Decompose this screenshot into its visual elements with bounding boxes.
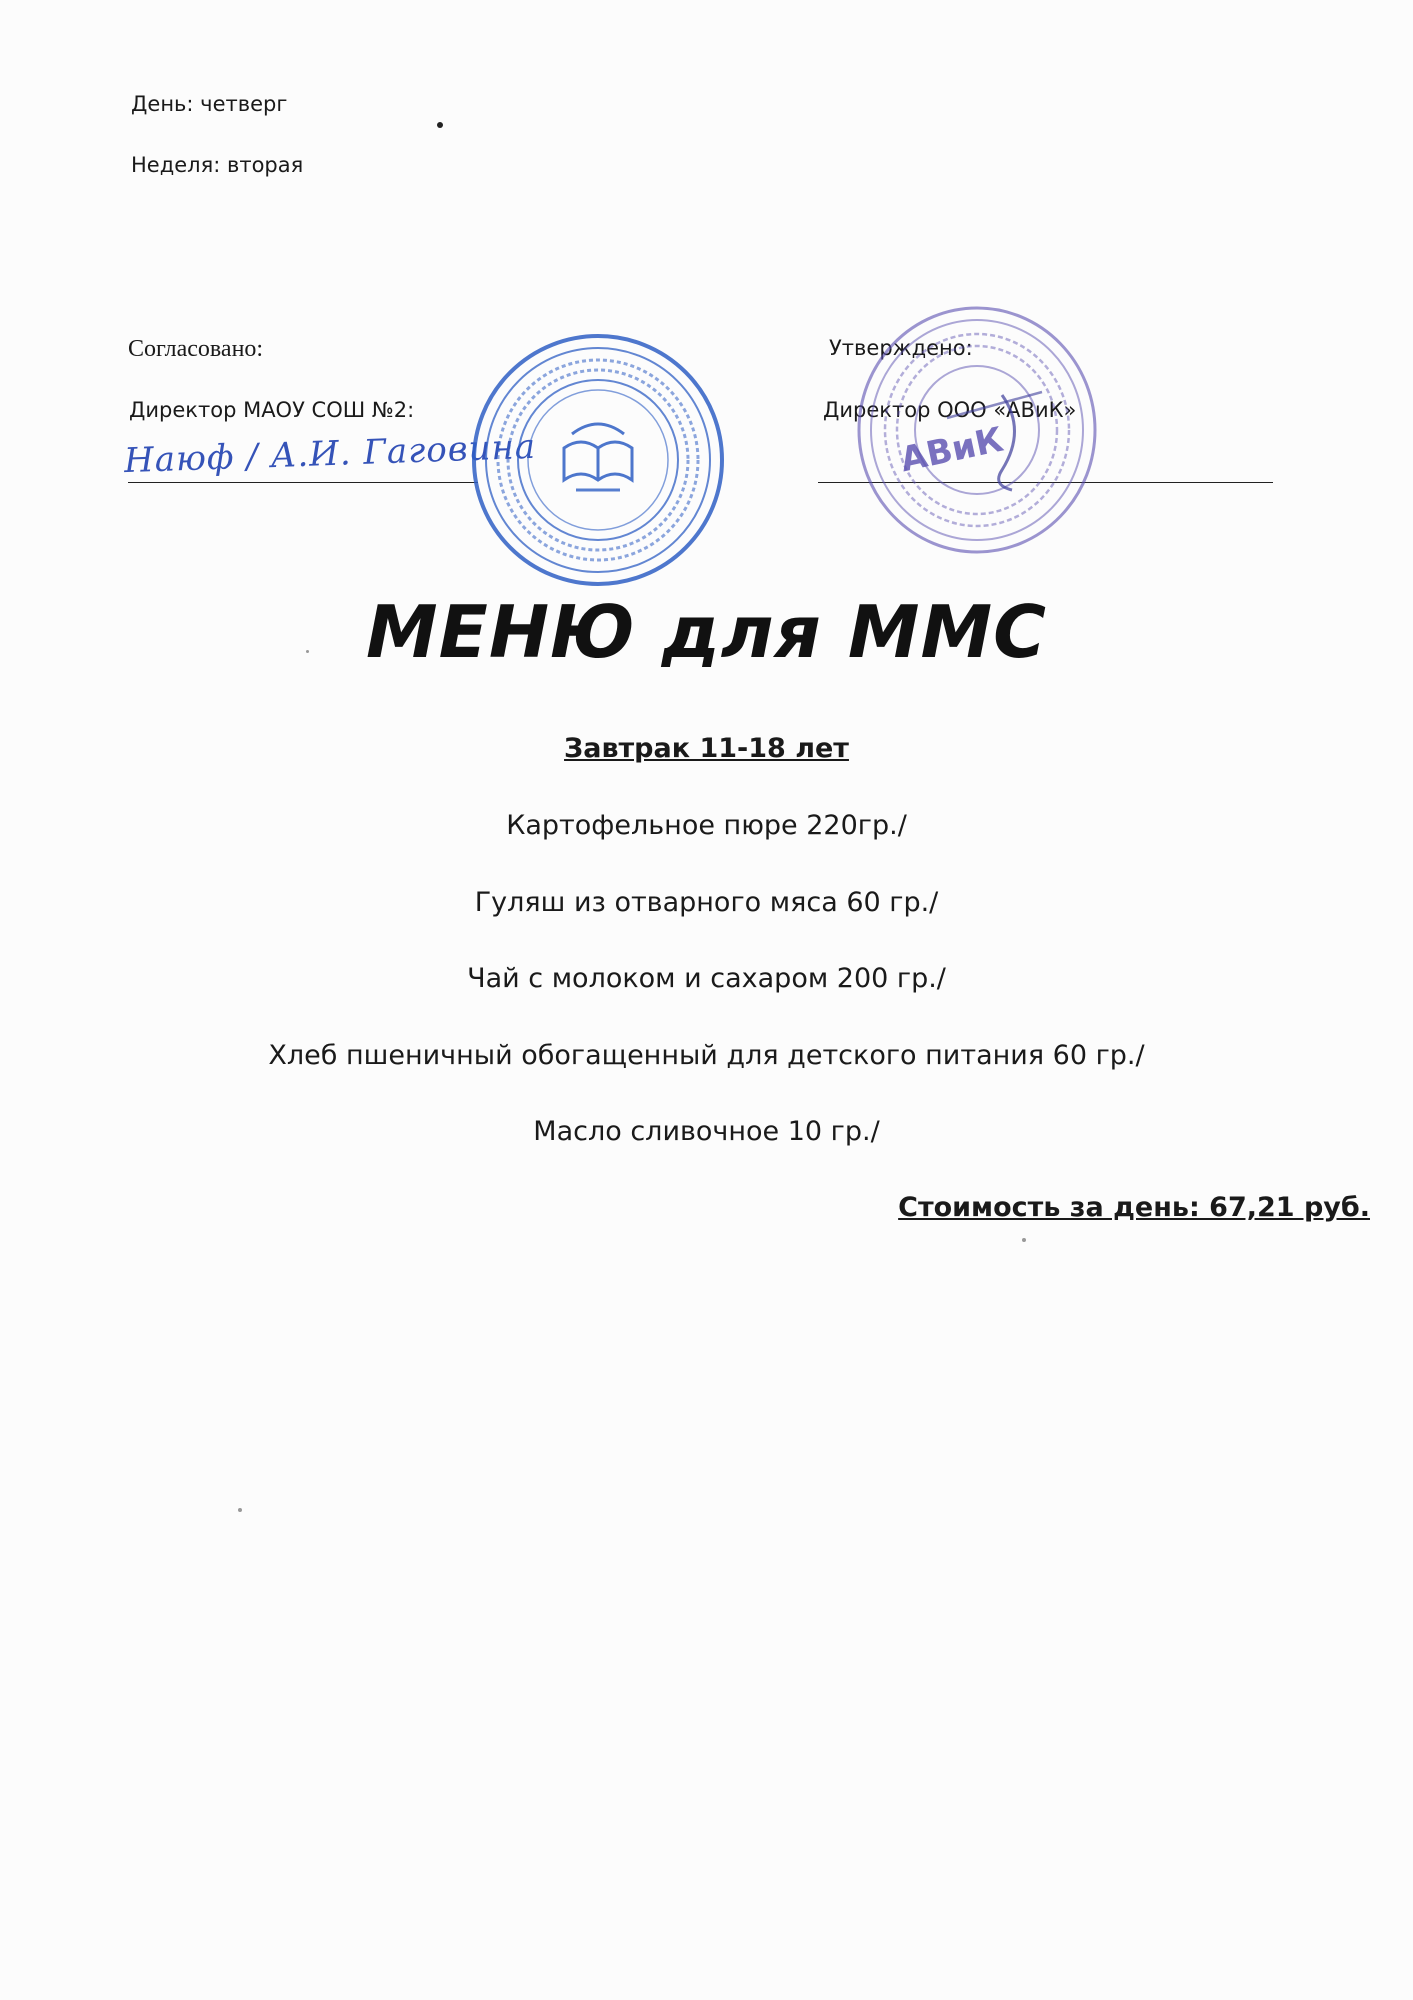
daily-cost: Стоимость за день: 67,21 руб. [898, 1192, 1370, 1223]
agreed-label: Согласовано: [128, 336, 264, 362]
scan-speck [1022, 1238, 1026, 1242]
scan-speck [306, 650, 309, 653]
approved-label: Утверждено: [829, 336, 973, 360]
school-stamp-icon [468, 330, 728, 590]
menu-item: Чай с молоком и сахаром 200 гр./ [467, 963, 946, 994]
school-director-label: Директор МАОУ СОШ №2: [129, 398, 415, 422]
meal-heading: Завтрак 11-18 лет [564, 733, 849, 764]
company-stamp-text: АВиК [896, 419, 1007, 481]
left-signature-line [128, 482, 478, 483]
scan-speck [437, 122, 443, 128]
scan-speck [238, 1508, 242, 1512]
handwritten-signature: Наюф / А.И. Гаговина [123, 426, 537, 482]
menu-item: Хлеб пшеничный обогащенный для детского питания 60 гр./ [268, 1040, 1145, 1071]
menu-item: Гуляш из отварного мяса 60 гр./ [474, 887, 939, 918]
company-director-label: Директор ООО «АВиК» [823, 398, 1077, 422]
menu-item: Картофельное пюре 220гр./ [506, 810, 907, 841]
week-label: Неделя: вторая [131, 153, 304, 177]
day-label: День: четверг [131, 92, 288, 116]
menu-item: Масло сливочное 10 гр./ [533, 1116, 880, 1147]
page-title: МЕНЮ для ММС [366, 590, 1047, 674]
